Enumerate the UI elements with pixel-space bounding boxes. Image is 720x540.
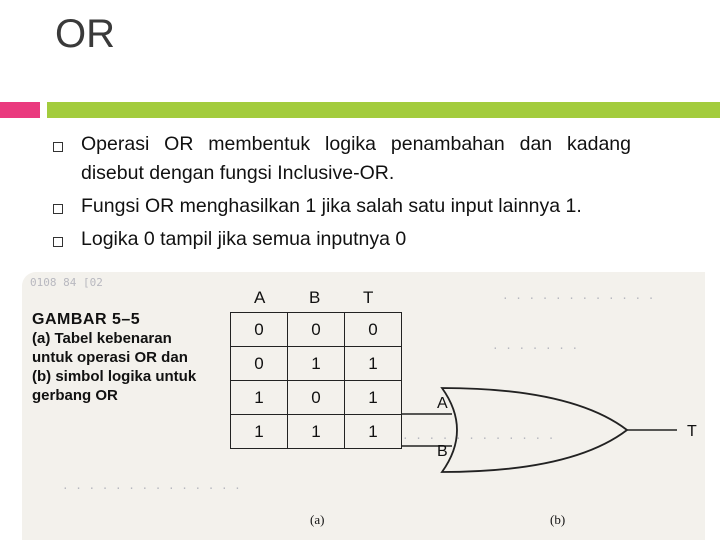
table-cell: 0 xyxy=(345,313,402,347)
caption-figure-number: GAMBAR 5–5 xyxy=(32,311,141,328)
table-cell: 1 xyxy=(231,415,288,449)
table-cell: 0 xyxy=(288,381,345,415)
table-row xyxy=(231,347,402,381)
bleed-through-text: · · · · · · · xyxy=(492,342,579,355)
figure-caption xyxy=(32,310,196,405)
subfigure-label-a: (a) xyxy=(310,512,325,527)
bullet-square-icon xyxy=(53,142,63,152)
accent-bar-pink xyxy=(0,102,40,118)
table-cell: 0 xyxy=(231,313,288,347)
table-cell: 1 xyxy=(288,347,345,381)
bullet-square-icon xyxy=(53,204,63,214)
truth-table-header-b: B xyxy=(309,288,321,307)
table-cell: 1 xyxy=(345,415,402,449)
bullet-item xyxy=(50,192,650,221)
bullet-square-icon xyxy=(53,237,63,247)
bleed-through-text: 0108 84 [02 xyxy=(30,276,103,289)
table-row xyxy=(231,415,402,449)
caption-line: (b) simbol logika untuk xyxy=(32,368,197,385)
caption-line: gerbang OR xyxy=(32,387,118,404)
table-cell: 1 xyxy=(345,347,402,381)
textbook-figure-photo xyxy=(22,272,705,540)
accent-bar-green xyxy=(47,102,720,118)
table-row xyxy=(231,313,402,347)
subfigure-label-b: (b) xyxy=(550,512,566,527)
or-gate-icon xyxy=(402,372,702,482)
bullet-item xyxy=(50,130,650,188)
bleed-through-text: · · · · · · · · · · · · · · xyxy=(62,482,241,495)
table-cell: 1 xyxy=(345,381,402,415)
table-cell: 1 xyxy=(288,415,345,449)
table-cell: 0 xyxy=(231,347,288,381)
bleed-through-text: · · · · · · · · · · · · xyxy=(502,292,655,305)
bleed-through-text: · · · · · · · · · · · · xyxy=(402,432,555,445)
caption-line: untuk operasi OR dan xyxy=(32,349,188,366)
table-row xyxy=(231,381,402,415)
bullet-list xyxy=(50,130,650,258)
bullet-text: Fungsi OR menghasilkan 1 jika salah satu input lainnya 1. xyxy=(81,195,582,217)
bullet-text: Logika 0 tampil jika semua inputnya 0 xyxy=(81,228,407,250)
bullet-item xyxy=(50,225,650,254)
bullet-text: Operasi OR membentuk logika penambahan dan kadang disebut dengan fungsi Inclusive-OR. xyxy=(81,133,631,184)
caption-line: (a) Tabel kebenaran xyxy=(32,330,172,347)
table-cell: 0 xyxy=(288,313,345,347)
truth-table xyxy=(230,312,402,449)
slide-title: OR xyxy=(55,12,115,56)
truth-table-header-a: A xyxy=(254,288,266,307)
gate-input-a-label: A xyxy=(437,395,448,412)
gate-input-b-label: B xyxy=(437,443,448,460)
table-cell: 1 xyxy=(231,381,288,415)
truth-table-header-t: T xyxy=(363,288,374,307)
gate-output-label: T xyxy=(687,423,697,440)
